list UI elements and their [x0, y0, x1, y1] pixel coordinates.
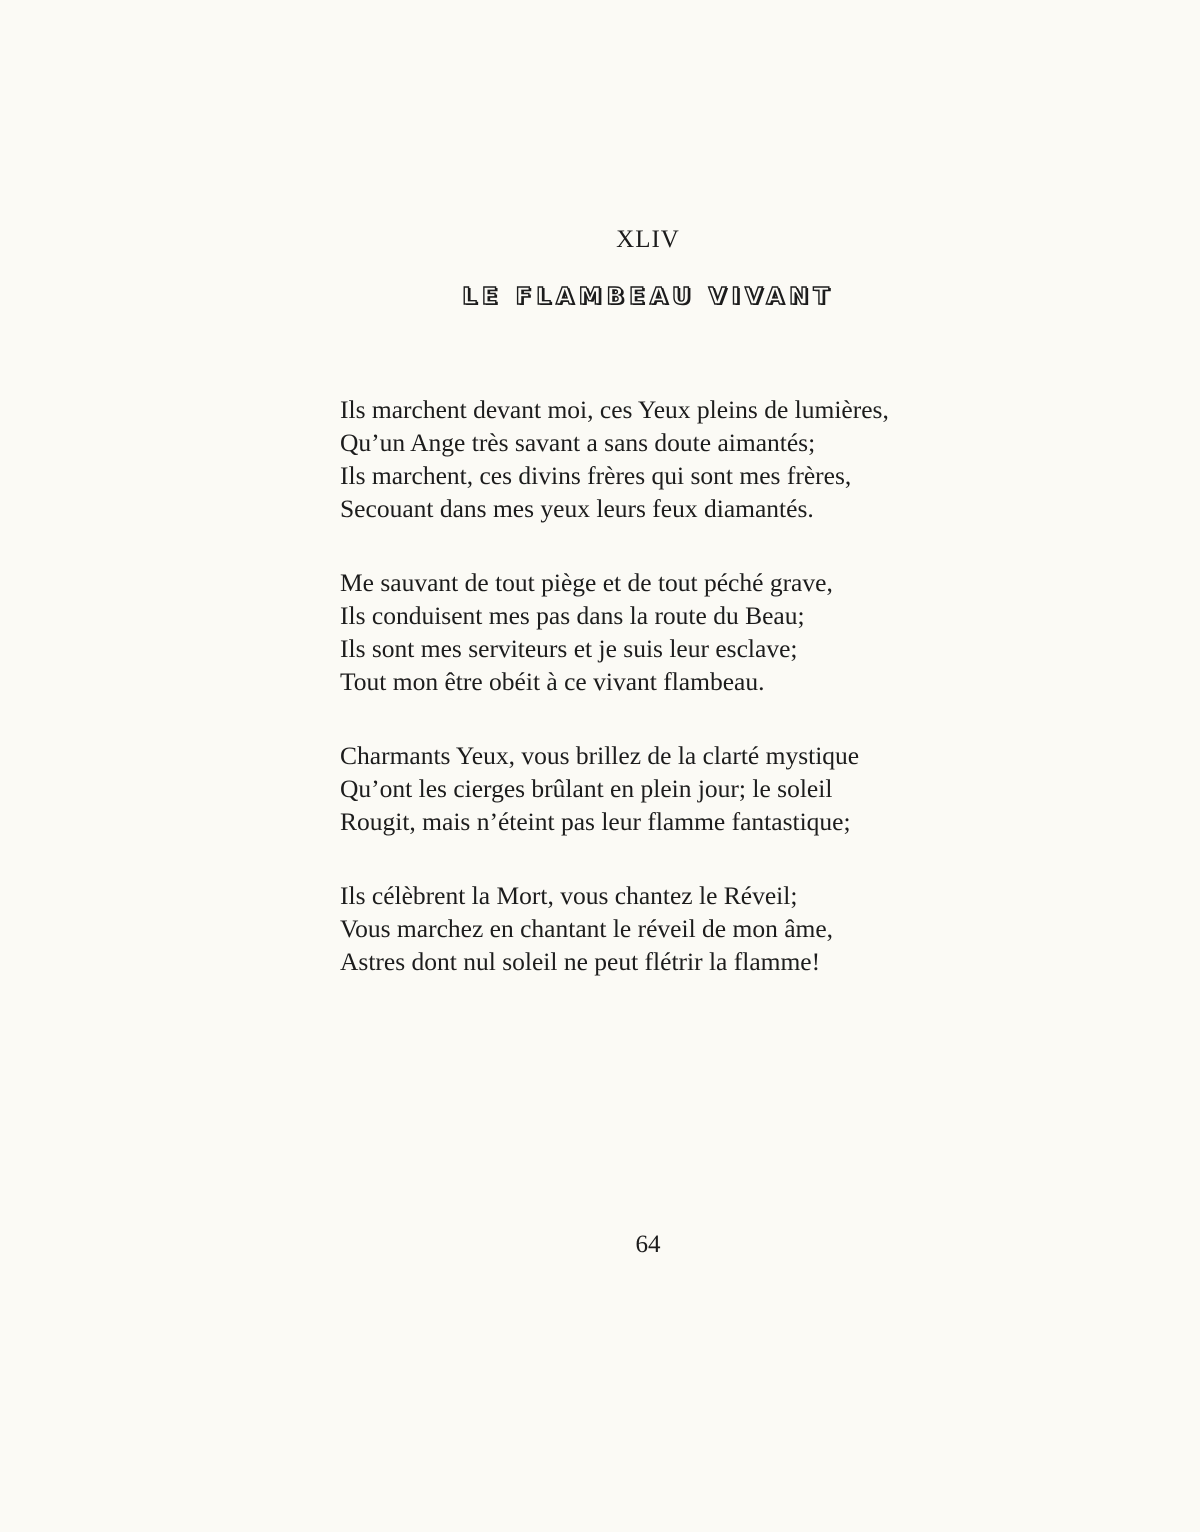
poem-body — [340, 393, 1140, 1019]
verse-line: Charmants Yeux, vous brillez de la clarté mystique — [340, 741, 860, 770]
verse-line: Qu’un Ange très savant a sans doute aimantés; — [340, 428, 816, 457]
verse-line: Secouant dans mes yeux leurs feux diamantés. — [340, 494, 814, 523]
verse-line: Tout mon être obéit à ce vivant flambeau. — [340, 667, 765, 696]
verse-line: Ils marchent, ces divins frères qui sont mes frères, — [340, 461, 852, 490]
stanza-3 — [340, 739, 1140, 838]
stanza-4 — [340, 879, 1140, 978]
verse-line: Ils célèbrent la Mort, vous chantez le Réveil; — [340, 881, 798, 910]
verse-line: Ils marchent devant moi, ces Yeux pleins de lumières, — [340, 395, 889, 424]
page-number: 64 — [635, 1231, 661, 1258]
verse-line: Rougit, mais n’éteint pas leur flamme fantastique; — [340, 807, 851, 836]
poem-title: LE FLAMBEAU VIVANT — [462, 284, 834, 310]
verse-line: Astres dont nul soleil ne peut flétrir la flamme! — [340, 947, 821, 976]
stanza-2 — [340, 566, 1140, 698]
stanza-1 — [340, 393, 1140, 525]
verse-line: Vous marchez en chantant le réveil de mon âme, — [340, 914, 834, 943]
verse-line: Qu’ont les cierges brûlant en plein jour; le soleil — [340, 774, 833, 803]
poem-numeral: XLIV — [616, 226, 680, 253]
verse-line: Ils sont mes serviteurs et je suis leur esclave; — [340, 634, 798, 663]
verse-line: Me sauvant de tout piège et de tout péché grave, — [340, 568, 833, 597]
verse-line: Ils conduisent mes pas dans la route du Beau; — [340, 601, 805, 630]
